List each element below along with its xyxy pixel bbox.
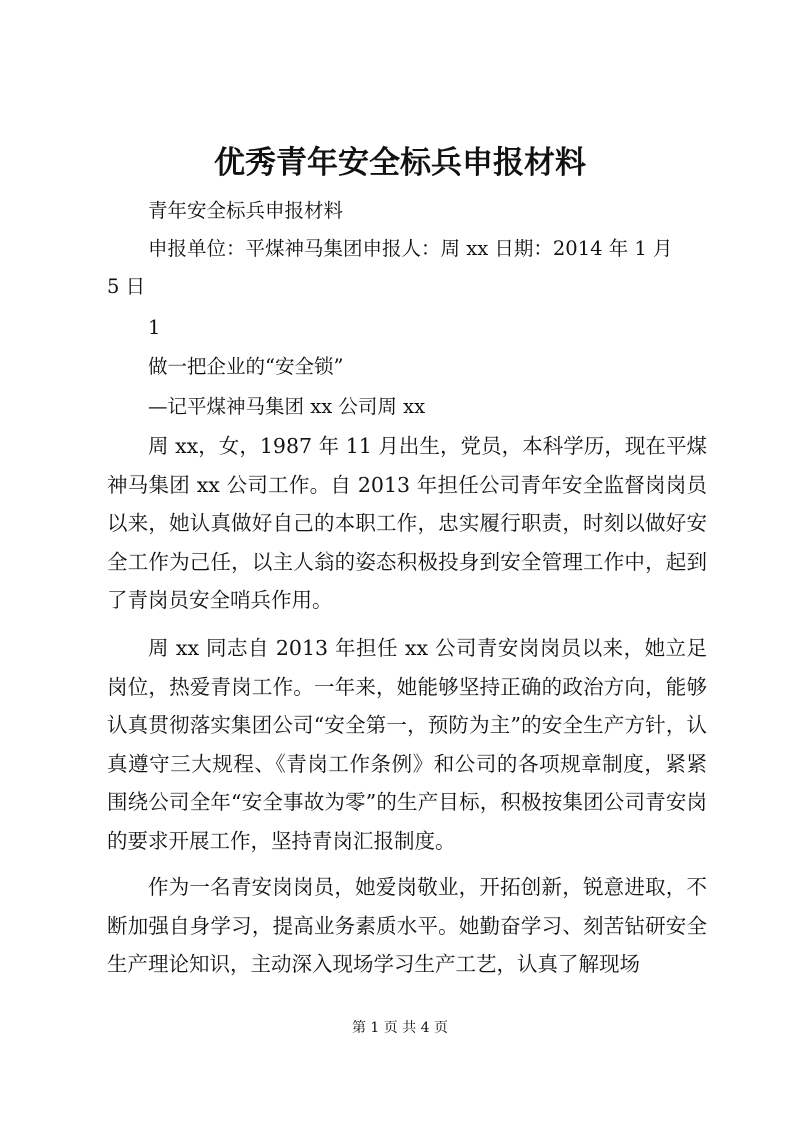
subtitle: 青年安全标兵申报材料 [148, 199, 344, 222]
document-title: 优秀青年安全标兵申报材料 [214, 145, 586, 181]
declaration-line-2: 5 日 [107, 275, 146, 298]
body-paragraph-3: 作为一名青安岗岗员，她爱岗敬业，开拓创新，锐意进取，不断加强自身学习，提高业务素质水平。她勤奋学习、刻苦钻研安全生产理论知识，主动深入现场学习生产工艺，认真了解现场 [107, 875, 707, 977]
declaration-line-1: 申报单位：平煤神马集团申报人：周 xx 日期：2014 年 1 月 [148, 237, 673, 260]
section-heading: 做一把企业的“安全锁” [148, 355, 344, 378]
body-paragraph-2: 周 xx 同志自 2013 年担任 xx 公司青安岗岗员以来，她立足岗位，热爱青岗工作。一年来，她能够坚持正确的政治方向，能够认真贯彻落实集团公司“安全第一，预防为主”的安全生产方针，认真遵守三大规程、《青岗工作条例》和公司的各项规章制度，紧紧围绕公司全年“安全事故为零”的生产目标，积极按集团公司青安岗的要求开展工作，坚持青岗汇报制度。 [107, 636, 707, 853]
body-paragraph-1: 周 xx，女，1987 年 11 月出生，党员，本科学历，现在平煤神马集团 xx 公司工作。自 2013 年担任公司青年安全监督岗岗员以来，她认真做好自己的本职工作，忠实履行职责，时刻以做好安全工作为己任，以主人翁的姿态积极投身到安全管理工作中，起到了青岗员安全哨兵作用。 [107, 434, 707, 613]
byline: —记平煤神马集团 xx 公司周 xx [148, 395, 426, 418]
page-footer: 第 1 页 共 4 页 [351, 1020, 449, 1036]
section-number: 1 [148, 316, 161, 339]
